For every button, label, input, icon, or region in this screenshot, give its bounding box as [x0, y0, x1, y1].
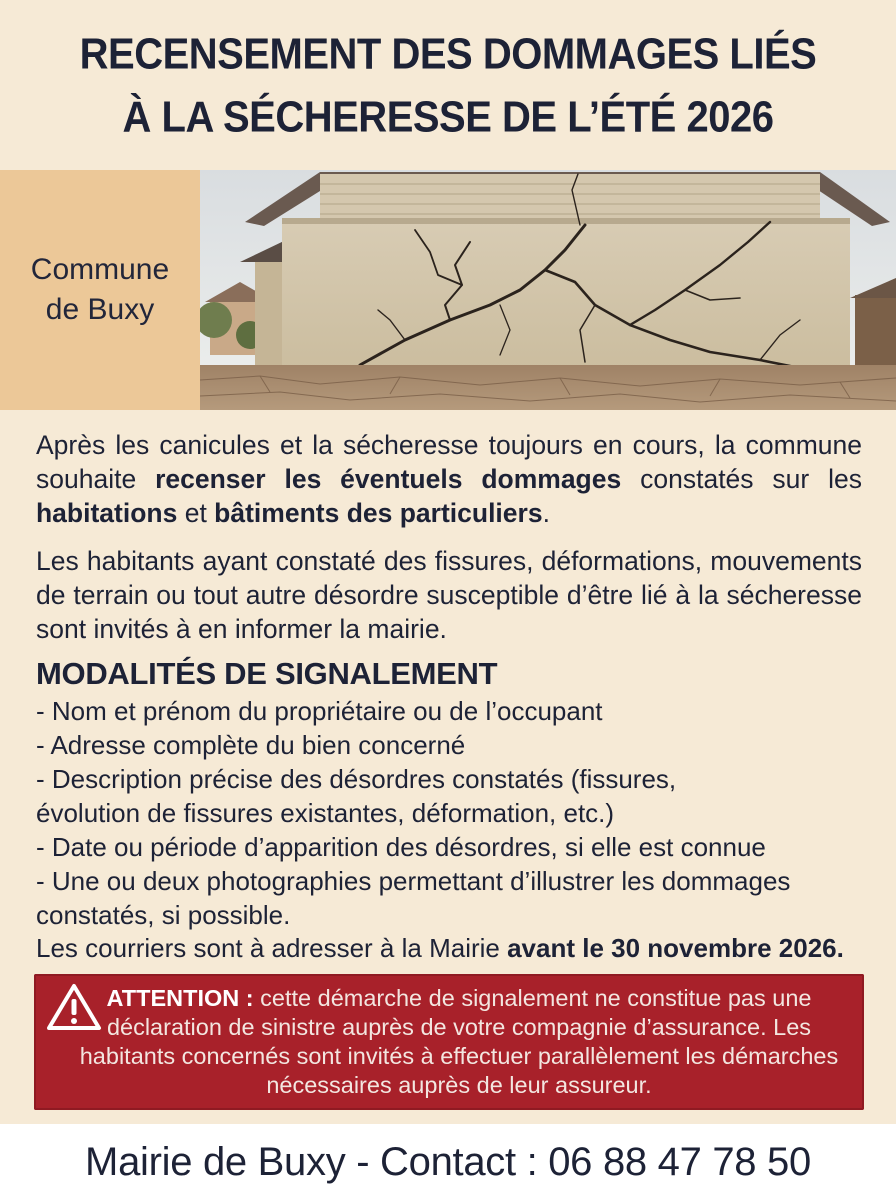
contact-line: Mairie de Buxy - Contact : 06 88 47 78 50 — [85, 1140, 811, 1184]
intro-text: . — [542, 498, 550, 528]
list-item: - Adresse complète du bien concerné — [36, 730, 466, 760]
deadline-label: Les courriers sont à adresser à la Mairie — [36, 933, 508, 963]
commune-line-1: Commune — [30, 253, 170, 286]
title-line-1: RECENSEMENT DES DOMMAGES LIÉS — [79, 30, 817, 79]
list-item: évolution de fissures existantes, déformation, etc.) — [36, 798, 615, 828]
intro-emphasis-homes: habitations — [36, 498, 178, 528]
list-item: - Description précise des désordres constatés (fissures, — [36, 764, 677, 794]
list-item: constatés, si possible. — [36, 900, 291, 930]
intro-emphasis-damage: recenser les éventuels dommages — [155, 464, 622, 494]
commune-box — [0, 170, 200, 410]
reporting-list — [36, 694, 876, 932]
intro-text: et — [177, 498, 215, 528]
attention-text — [64, 984, 854, 1100]
page-title — [0, 23, 896, 148]
deadline-text — [36, 931, 886, 965]
list-item: - Date ou période d’apparition des désordres, si elle est connue — [36, 832, 766, 862]
intro-paragraph-2: Les habitants ayant constaté des fissures, déformations, mouvements de terrain ou tout autre désordre susceptible d’être lié à la sécheresse sont invités à en informer la mairie. — [36, 546, 862, 644]
section-title: MODALITÉS DE SIGNALEMENT — [36, 656, 498, 691]
cracked-house-wall-photo — [200, 170, 896, 410]
footer — [0, 1124, 896, 1200]
commune-line-2: de Buxy — [45, 293, 155, 326]
intro-emphasis-buildings: bâtiments des particuliers — [214, 498, 543, 528]
attention-box — [34, 974, 864, 1110]
attention-label: ATTENTION : — [106, 985, 254, 1011]
list-item: - Nom et prénom du propriétaire ou de l’occupant — [36, 696, 603, 726]
intro-paragraph-1 — [36, 428, 862, 530]
deadline-date: avant le 30 novembre 2026. — [507, 933, 844, 963]
title-line-2: À LA SÉCHERESSE DE L’ÉTÉ 2026 — [122, 93, 774, 142]
intro-text: constatés sur les — [621, 464, 862, 494]
list-item: - Une ou deux photographies permettant d’illustrer les dommages — [36, 866, 791, 896]
banner — [0, 170, 896, 410]
attention-message: cette démarche de signalement ne constitue pas une déclaration de sinistre auprès de votre compagnie d’assurance. Les habitants concernés sont invités à effectuer parallèlement les démarches nécessaires auprès de leur assureur. — [79, 985, 839, 1098]
intro-text: Après les canicules et la sécheresse toujours en cours, la commune souhaite — [36, 430, 862, 494]
